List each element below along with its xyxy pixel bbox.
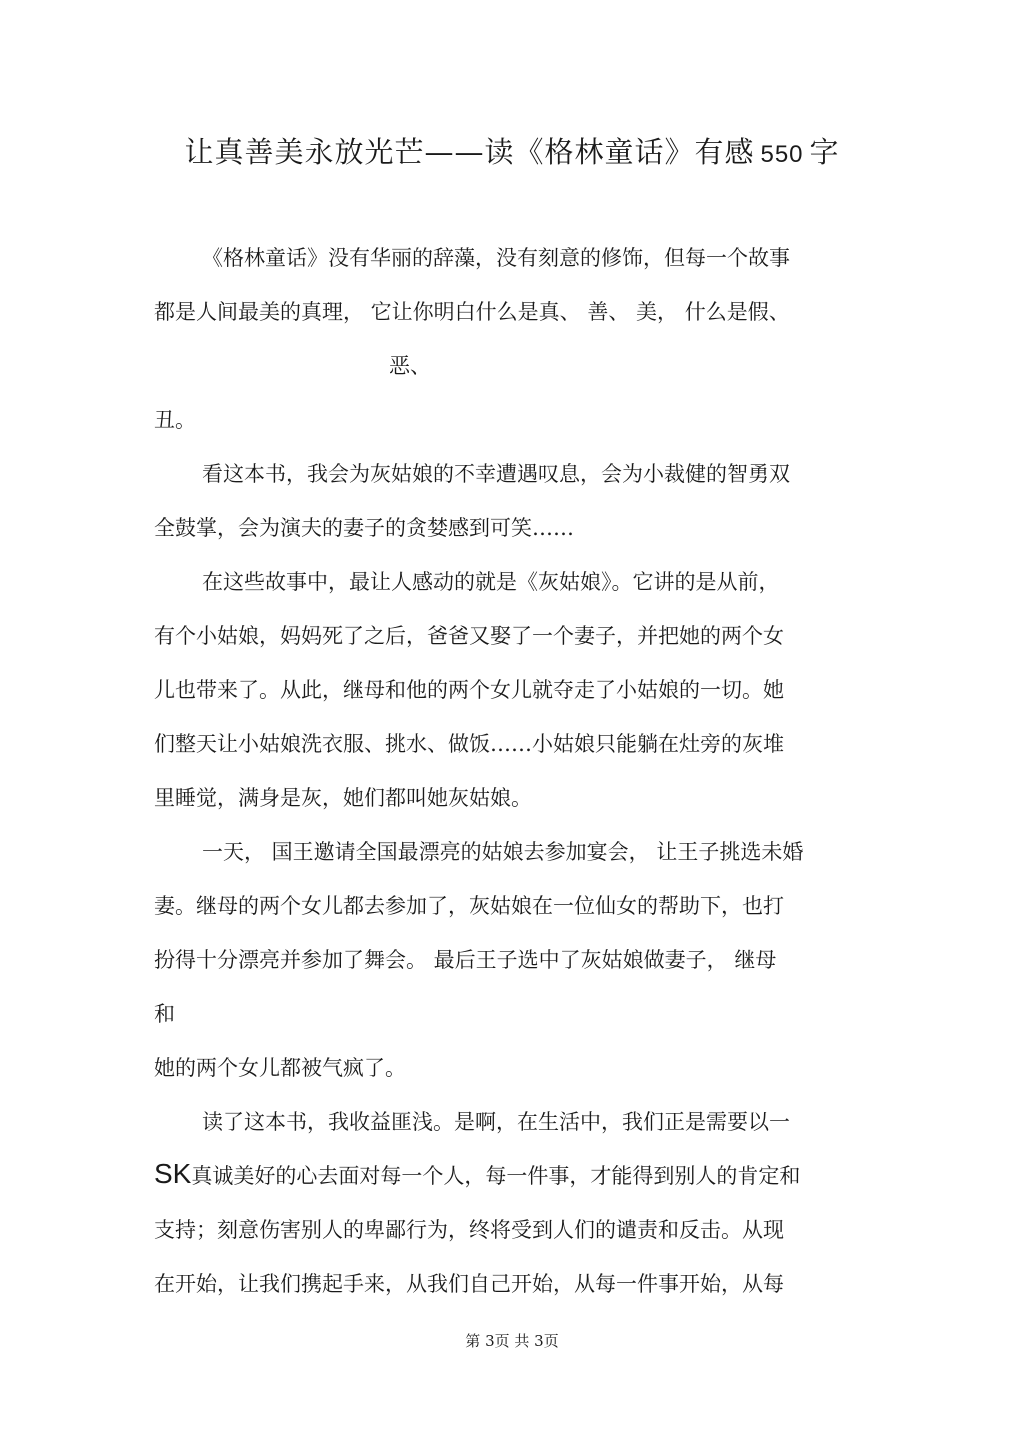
paragraph-line-9: 儿也带来了。从此，继母和他的两个女儿就夺走了小姑娘的一切。她 [154,678,784,702]
paragraph-line-1: 《格林童话》没有华丽的辞藻，没有刻意的修饰，但每一个故事 [202,246,790,270]
paragraph-line-19: 支持；刻意伤害别人的卑鄙行为，终将受到人们的谴责和反击。从现 [154,1218,784,1242]
document-title [0,132,1024,175]
paragraph-line-16: 她的两个女儿都被气疯了。 [154,1056,406,1080]
paragraph-line-13: 妻。继母的两个女儿都去参加了，灰姑娘在一位仙女的帮助下，也打 [154,894,784,918]
sk-mark: SK [154,1158,192,1189]
paragraph-line-18 [154,1159,800,1191]
paragraph-line-8: 有个小姑娘，妈妈死了之后，爸爸又娶了一个妻子，并把她的两个女 [154,624,784,648]
paragraph-line-17: 读了这本书，我收益匪浅。是啊，在生活中，我们正是需要以一 [202,1110,790,1134]
paragraph-line-10: 们整天让小姑娘洗衣服、挑水、做饭……小姑娘只能躺在灶旁的灰堆 [154,732,784,756]
paragraph-line-3: 恶、 [389,354,431,378]
title-text: 让真善美永放光芒——读《格林童话》有感 [184,135,755,169]
page-footer: 第 3页 共 3页 [465,1332,559,1350]
paragraph-line-4: 丑。 [154,408,196,432]
paragraph-line-15: 和 [154,1002,175,1026]
paragraph-line-11: 里睡觉，满身是灰，她们都叫她灰姑娘。 [154,786,532,810]
paragraph-line-20: 在开始，让我们携起手来，从我们自己开始，从每一件事开始，从每 [154,1272,784,1296]
paragraph-line-6: 全鼓掌，会为演夫的妻子的贪婪感到可笑…… [154,516,574,540]
paragraph-line-18-text: 真诚美好的心去面对每一个人，每一件事，才能得到别人的肯定和 [191,1164,801,1188]
paragraph-line-12: 一天， 国王邀请全国最漂亮的姑娘去参加宴会， 让王子挑选未婚 [202,840,804,864]
paragraph-line-2: 都是人间最美的真理， 它让你明白什么是真、 善、 美， 什么是假、 [154,300,790,324]
paragraph-line-7: 在这些故事中，最让人感动的就是《灰姑娘》。它讲的是从前， [202,570,780,594]
paragraph-line-14: 扮得十分漂亮并参加了舞会。 最后王子选中了灰姑娘做妻子， 继母 [154,948,777,972]
paragraph-line-5: 看这本书，我会为灰姑娘的不幸遭遇叹息，会为小裁健的智勇双 [202,462,790,486]
title-suffix: 字 [809,135,840,169]
title-number: 550 [760,141,804,168]
